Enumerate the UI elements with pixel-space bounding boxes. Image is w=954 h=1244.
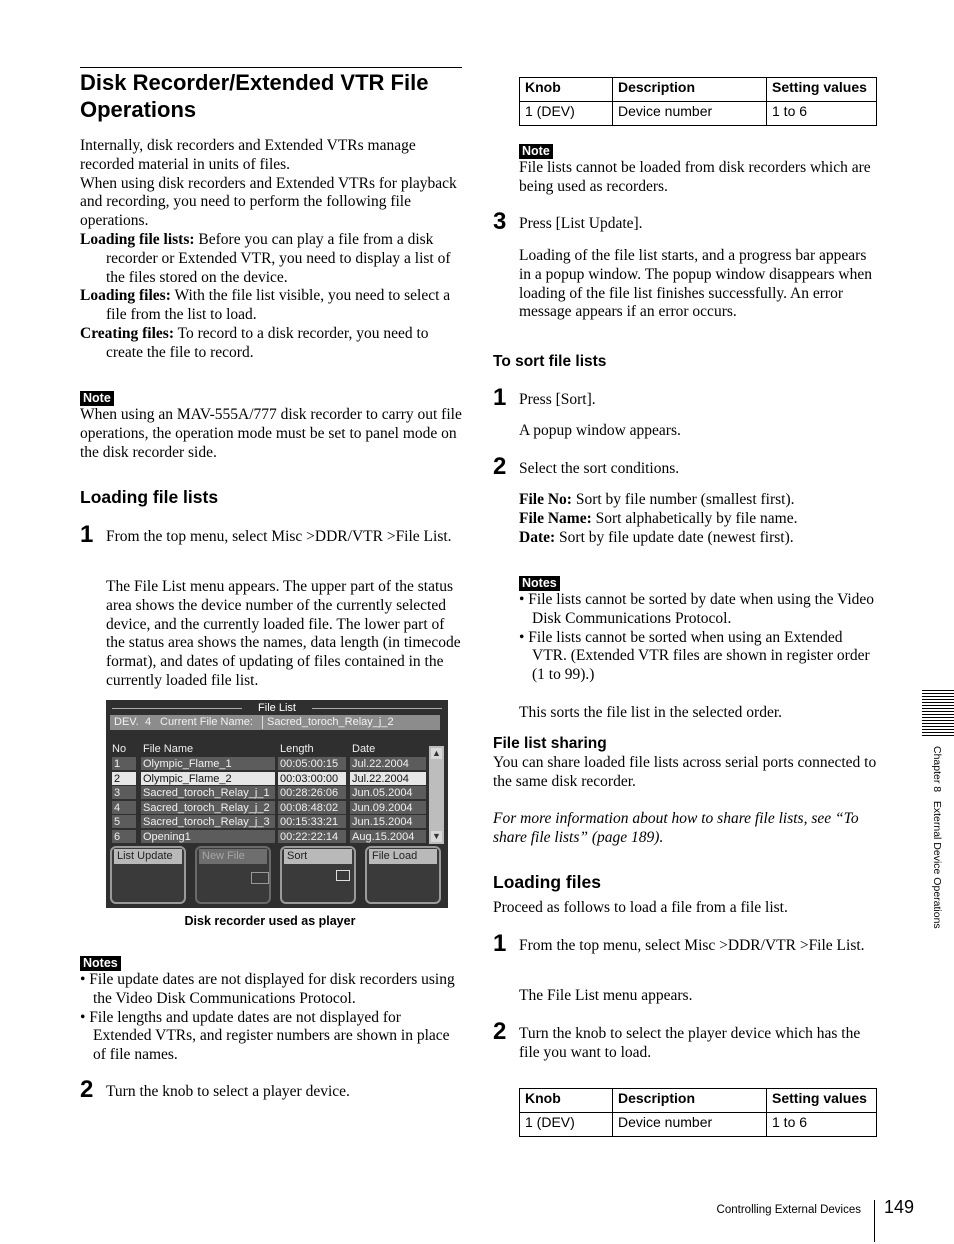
col-no: No — [112, 743, 127, 755]
page-title-line-1: Disk Recorder/Extended VTR File — [80, 70, 429, 95]
footer-section: Controlling External Devices — [716, 1204, 861, 1216]
row-file-name: Sacred_toroch_Relay_j_3 — [141, 815, 275, 828]
sort-result: This sorts the file list in the selected order. — [519, 704, 783, 721]
list-item: • File update dates are not displayed for disk recorders using the Video Disk Communications Protocol. — [80, 971, 455, 1007]
row-length: 00:22:22:14 — [278, 830, 346, 843]
definition-text: Sort alphabetically by file name. — [591, 509, 798, 527]
table-header-row — [520, 1089, 877, 1113]
section-heading-loading-files: Loading files — [493, 872, 601, 892]
notes-badge — [80, 954, 121, 972]
row-length: 00:03:00:00 — [278, 772, 346, 785]
definition-term: Loading file lists: — [80, 230, 195, 248]
row-file-name: Sacred_toroch_Relay_j_2 — [141, 801, 275, 814]
table-cell: 1 to 6 — [767, 1113, 877, 1137]
step-number: 2 — [493, 453, 507, 480]
new-file-icon — [251, 872, 269, 884]
list-item: • File lists cannot be sorted by date when using the Video Disk Communications Protocol. — [519, 591, 875, 627]
step-text: Press [List Update]. — [519, 215, 643, 232]
row-file-name: Opening1 — [141, 830, 275, 843]
chapter-tab-marker — [922, 690, 954, 736]
knob-table-1 — [519, 77, 877, 126]
definition-term: Date: — [519, 528, 556, 546]
file-load-label: File Load — [369, 849, 437, 864]
notes-badge — [519, 574, 560, 592]
table-cell: 1 to 6 — [767, 102, 877, 126]
intro-block — [80, 137, 462, 363]
intro-paragraph-1: Internally, disk recorders and Extended VTRs manage recorded material in units of files. — [80, 137, 416, 173]
table-cell: Device number — [613, 1113, 767, 1137]
status-bar — [110, 715, 440, 730]
notes-label: Notes — [519, 576, 560, 591]
new-file-button[interactable] — [195, 846, 271, 904]
page-title-line-2: Operations — [80, 97, 197, 122]
table-row[interactable] — [110, 786, 428, 799]
step-text: Select the sort conditions. — [519, 460, 680, 477]
definition-term: File No: — [519, 491, 572, 508]
table-header-row — [520, 78, 877, 102]
subheading-sort-file-lists: To sort file lists — [493, 353, 607, 370]
note-label: Note — [80, 391, 114, 406]
col-length: Length — [280, 743, 314, 755]
definition-creating-files — [80, 325, 462, 363]
definition-text: With the file list visible, you need to select a file from the list to load. — [106, 287, 451, 324]
row-date: Jul.22.2004 — [350, 772, 426, 785]
screen-title-bar — [106, 702, 448, 714]
table-row[interactable] — [110, 830, 428, 843]
row-length: 00:05:00:15 — [278, 757, 346, 770]
note-text: When using an MAV-555A/777 disk recorder to carry out file operations, the operation mode must be set to panel mode on the disk recorder side. — [80, 406, 462, 461]
row-date: Jul.22.2004 — [350, 757, 426, 770]
table-header-cell: Setting values — [767, 1089, 877, 1113]
row-length: 00:08:48:02 — [278, 801, 346, 814]
step-text: Turn the knob to select a player device. — [106, 1083, 350, 1100]
notes-list — [80, 971, 462, 1065]
title-rule — [80, 67, 462, 68]
step-text: From the top menu, select Misc >DDR/VTR >File List. — [106, 528, 452, 545]
table-cell: Device number — [613, 102, 767, 126]
screen-title: File List — [258, 702, 296, 714]
step-text: From the top menu, select Misc >DDR/VTR >File List. — [519, 937, 865, 954]
row-length: 00:15:33:21 — [278, 815, 346, 828]
list-update-label: List Update — [114, 849, 182, 864]
step-detail: Loading of the file list starts, and a progress bar appears in a popup window. The popup window disappears when loading of the file list finishes successfully. An error message appears if an error occurs. — [519, 247, 873, 321]
table-header-cell: Knob — [520, 1089, 613, 1113]
scroll-down-icon[interactable]: ▼ — [432, 831, 441, 841]
row-no: 5 — [112, 815, 136, 828]
intro-paragraph-2: When using disk recorders and Extended VTRs for playback and recording, you need to perform the following file operations. — [80, 174, 457, 230]
definition-text: Sort by file update date (newest first). — [555, 528, 794, 546]
step-number: 1 — [493, 930, 507, 957]
row-no: 2 — [112, 772, 136, 785]
note-badge — [80, 389, 114, 407]
row-length: 00:28:26:06 — [278, 786, 346, 799]
definition-text: To record to a disk recorder, you need to create the file to record. — [106, 324, 429, 361]
row-file-name: Olympic_Flame_2 — [141, 772, 275, 785]
file-list-screenshot — [106, 700, 448, 908]
page-number: 149 — [884, 1197, 915, 1217]
footer-divider — [874, 1200, 875, 1242]
column-headers — [106, 742, 426, 756]
dev-value: 4 — [145, 716, 152, 728]
definition-term: File Name: — [519, 509, 592, 527]
loading-files-intro: Proceed as follows to load a file from a file list. — [493, 899, 788, 916]
definition-text: Before you can play a file from a disk recorder or Extended VTR, you need to display a list of the files stored on the device. — [106, 230, 451, 286]
sort-conditions — [519, 491, 879, 547]
row-date: Jun.09.2004 — [350, 801, 426, 814]
table-row — [520, 1113, 877, 1137]
step-detail: The File List menu appears. The upper part of the status area shows the device number of the currently selected device, and the currently loaded file. The lower part of the status area shows the names, data length (in timecode format), and dates of updating of files contained in the currently loaded file list. — [106, 578, 461, 689]
chapter-side-label: Chapter 8 External Device Operations — [931, 746, 943, 929]
step-text: Press [Sort]. — [519, 391, 596, 408]
definition-term: Loading files: — [80, 287, 171, 305]
row-file-name: Olympic_Flame_1 — [141, 757, 275, 770]
col-file-name: File Name — [143, 743, 194, 755]
sort-label: Sort — [284, 849, 352, 864]
figure-caption: Disk recorder used as player — [184, 914, 356, 928]
step-detail: The File List menu appears. — [519, 987, 693, 1004]
row-no: 1 — [112, 757, 136, 770]
table-row[interactable] — [110, 815, 428, 828]
scroll-up-icon[interactable]: ▲ — [432, 748, 441, 758]
row-no: 3 — [112, 786, 136, 799]
sort-condition-file-no — [519, 491, 879, 510]
table-row[interactable] — [110, 801, 428, 814]
knob-table-2 — [519, 1088, 877, 1137]
step-number: 2 — [80, 1076, 94, 1103]
list-item: • File lists cannot be sorted when using an Extended VTR. (Extended VTR files are shown in register order (1 to 99).) — [519, 628, 870, 684]
row-no: 6 — [112, 830, 136, 843]
new-file-label: New File — [199, 849, 267, 864]
sharing-text: You can share loaded file lists across serial ports connected to the same disk recorder. — [493, 754, 877, 790]
col-date: Date — [352, 743, 376, 755]
note-badge — [519, 142, 553, 160]
section-heading-loading-file-lists: Loading file lists — [80, 487, 219, 507]
notes-list — [519, 591, 879, 685]
note-text: File lists cannot be loaded from disk recorders which are being used as recorders. — [519, 159, 871, 195]
file-load-button[interactable] — [365, 846, 441, 904]
table-cell: 1 (DEV) — [520, 1113, 613, 1137]
sort-button[interactable] — [280, 846, 356, 904]
list-item: • File lengths and update dates are not displayed for Extended VTRs, and register numbers are shown in place of file names. — [80, 1008, 450, 1064]
step-number: 2 — [493, 1018, 507, 1045]
sort-icon — [336, 870, 350, 881]
row-date: Jun.05.2004 — [350, 786, 426, 799]
row-date: Aug.15.2004 — [350, 830, 426, 843]
sort-condition-date — [519, 529, 879, 548]
table-header-cell: Description — [613, 78, 767, 102]
file-list-table[interactable] — [110, 756, 428, 844]
step-number: 1 — [80, 521, 94, 548]
list-update-button[interactable] — [110, 846, 186, 904]
row-file-name: Sacred_toroch_Relay_j_1 — [141, 786, 275, 799]
notes-label: Notes — [80, 956, 121, 971]
current-file-label: Current File Name: — [160, 716, 253, 728]
table-header-cell: Knob — [520, 78, 613, 102]
list-scrollbar[interactable] — [429, 746, 444, 844]
step-detail: A popup window appears. — [519, 422, 681, 439]
row-no: 4 — [112, 801, 136, 814]
current-file-value: Sacred_toroch_Relay_j_2 — [267, 716, 394, 728]
sort-condition-file-name — [519, 510, 879, 529]
definition-text: Sort by file number (smallest first). — [571, 491, 795, 508]
definition-loading-file-lists — [80, 231, 462, 287]
step-number: 3 — [493, 208, 507, 235]
table-row[interactable] — [110, 772, 428, 785]
dev-label: DEV. — [114, 716, 139, 728]
step-text: Turn the knob to select the player device which has the file you want to load. — [519, 1025, 861, 1061]
definition-term: Creating files: — [80, 324, 174, 342]
step-number: 1 — [493, 384, 507, 411]
note-label: Note — [519, 144, 553, 159]
definition-loading-files — [80, 287, 462, 325]
subheading-file-list-sharing: File list sharing — [493, 735, 607, 752]
table-header-cell: Setting values — [767, 78, 877, 102]
table-header-cell: Description — [613, 1089, 767, 1113]
page-title — [80, 69, 470, 123]
sharing-reference: For more information about how to share file lists, see “To share file lists” (page 189). — [493, 810, 859, 846]
table-row — [520, 102, 877, 126]
table-cell: 1 (DEV) — [520, 102, 613, 126]
row-date: Jun.15.2004 — [350, 815, 426, 828]
table-row[interactable] — [110, 757, 428, 770]
